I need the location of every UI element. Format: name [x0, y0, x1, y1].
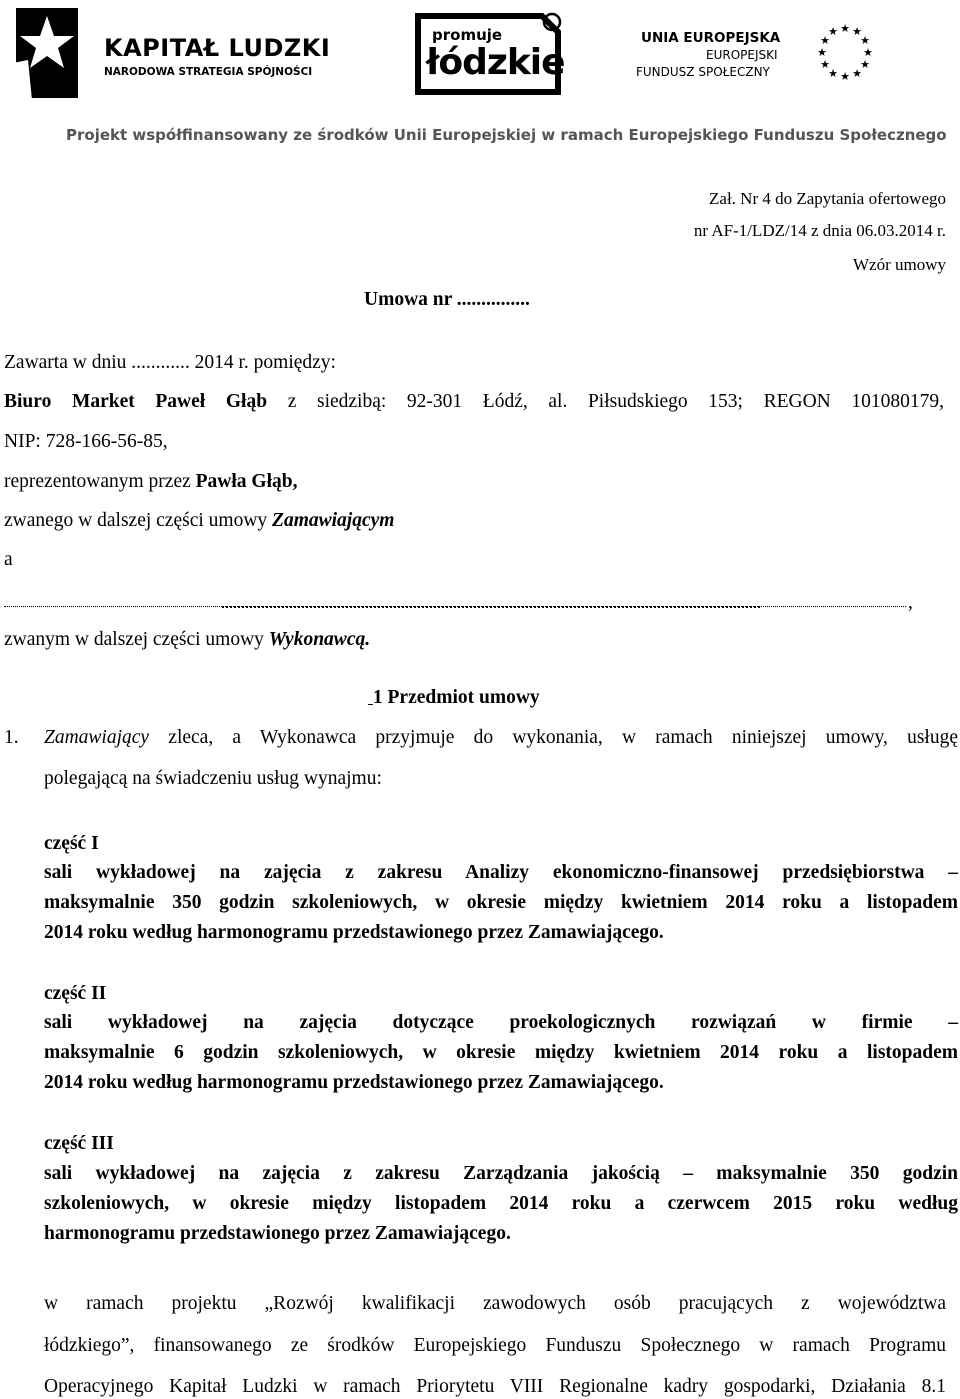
representative-line	[4, 472, 297, 492]
document-header	[0, 0, 960, 160]
part2-line1: sali wykładowej na zajęcia dotyczące proekologicznych rozwiązań w firmie –	[44, 1012, 958, 1033]
lodz-logo-small-text: promuje	[432, 26, 503, 44]
eu-logo-line1: UNIA EUROPEJSKA	[641, 30, 781, 46]
p1-line2: polegającą na świadczeniu usług wynajmu:	[44, 768, 382, 789]
eu-logo-line2: EUROPEJSKI	[706, 48, 778, 62]
svg-text:★: ★	[828, 67, 838, 80]
party-details: z siedzibą: 92-301 Łódź, al. Piłsudskiego 153; REGON 101080179,	[287, 391, 945, 412]
lodz-logo-big-text: łódzkie	[426, 42, 565, 83]
eu-logo-line3: FUNDUSZ SPOŁECZNY	[636, 65, 770, 79]
p1-number: 1.	[4, 727, 19, 748]
svg-text:★: ★	[860, 58, 870, 71]
svg-text:★: ★	[840, 70, 850, 82]
svg-text:★: ★	[860, 34, 870, 47]
contractor-name: Wykonawcą.	[268, 629, 371, 650]
part2-label: część II	[44, 983, 107, 1004]
representative-prefix: reprezentowanym przez	[4, 471, 191, 492]
kapital-ludzki-logo-icon	[8, 4, 86, 100]
svg-text:★: ★	[820, 34, 830, 47]
part2-line3: 2014 roku według harmonogramu przedstawionego przez Zamawiającego.	[44, 1072, 664, 1093]
part2-line2: maksymalnie 6 godzin szkoleniowych, w okresie między kwietniem 2014 roku a listopadem	[44, 1042, 958, 1063]
contractor-blank-comma: ,	[908, 592, 913, 613]
part1-label: część I	[44, 833, 99, 854]
part3-line2: szkoleniowych, w okresie między listopadem 2014 roku a czerwcem 2015 roku według	[44, 1193, 958, 1214]
svg-text:★: ★	[852, 25, 862, 38]
contractor-line	[4, 630, 370, 650]
eu-stars-icon	[812, 22, 878, 82]
project-line3: Operacyjnego Kapitał Ludzki w ramach Priorytetu VIII Regionalne kadry gospodarki, Działania 8.1	[44, 1376, 946, 1397]
annex-line2: nr AF-1/LDZ/14 z dnia 06.03.2014 r.	[693, 221, 946, 240]
p1-line1	[44, 728, 958, 748]
annex-line3: Wzór umowy	[852, 255, 946, 274]
party-name: Biuro Market Paweł Głąb	[4, 391, 268, 412]
svg-text:★: ★	[817, 46, 827, 59]
intro-line1: Zawarta w dniu ............ 2014 r. pomiędzy:	[4, 352, 336, 373]
annex-line1: Zał. Nr 4 do Zapytania ofertowego	[709, 189, 946, 208]
called-line	[4, 511, 394, 531]
project-line2: łódzkiego”, finansowanego ze środków Europejskiego Funduszu Społecznego w ramach Programu	[44, 1335, 946, 1356]
project-line1: w ramach projektu „Rozwój kwalifikacji zawodowych osób pracujących z województwa	[44, 1293, 946, 1314]
section1-heading	[368, 688, 540, 708]
representative-name: Pawła Głąb,	[195, 471, 298, 492]
kapital-ludzki-title: KAPITAŁ LUDZKI	[104, 34, 331, 62]
part3-label: część III	[44, 1133, 114, 1154]
and-word: a	[4, 549, 13, 570]
contract-title: Umowa nr ...............	[364, 289, 530, 310]
called-name: Zamawiającym	[272, 510, 395, 531]
part3-line1: sali wykładowej na zajęcia z zakresu Zarządzania jakością – maksymalnie 350 godzin	[44, 1163, 958, 1184]
part3-line3: harmonogramu przedstawionego przez Zamawiającego.	[44, 1223, 511, 1244]
svg-text:★: ★	[828, 25, 838, 38]
contractor-prefix: zwanym w dalszej części umowy	[4, 629, 264, 650]
svg-text:★: ★	[863, 46, 873, 59]
section1-heading-text: 1 Przedmiot umowy	[372, 687, 540, 708]
kapital-ludzki-subtitle: NARODOWA STRATEGIA SPÓJNOŚCI	[104, 66, 313, 78]
svg-text:★: ★	[840, 22, 850, 35]
called-prefix: zwanego w dalszej części umowy	[4, 510, 268, 531]
p1-italic: Zamawiający	[44, 727, 150, 748]
nip-line: NIP: 728-166-56-85,	[4, 431, 168, 452]
part1-line3: 2014 roku według harmonogramu przedstawionego przez Zamawiającego.	[44, 922, 664, 943]
contractor-blank-dots	[222, 592, 760, 608]
svg-text:★: ★	[852, 67, 862, 80]
part1-line2: maksymalnie 350 godzin szkoleniowych, w okresie między kwietniem 2014 roku a listopadem	[44, 892, 958, 913]
part1-line1: sali wykładowej na zajęcia z zakresu Analizy ekonomiczno-finansowej przedsiębiorstwa –	[44, 862, 958, 883]
p1-rest: zleca, a Wykonawca przyjmuje do wykonania, w ramach niniejszej umowy, usługę	[168, 727, 958, 748]
party-line	[4, 392, 944, 412]
svg-text:★: ★	[820, 58, 830, 71]
project-cofinancing-line: Projekt współfinansowany ze środków Unii Europejskiej w ramach Europejskiego Funduszu Społecznego	[66, 126, 947, 144]
